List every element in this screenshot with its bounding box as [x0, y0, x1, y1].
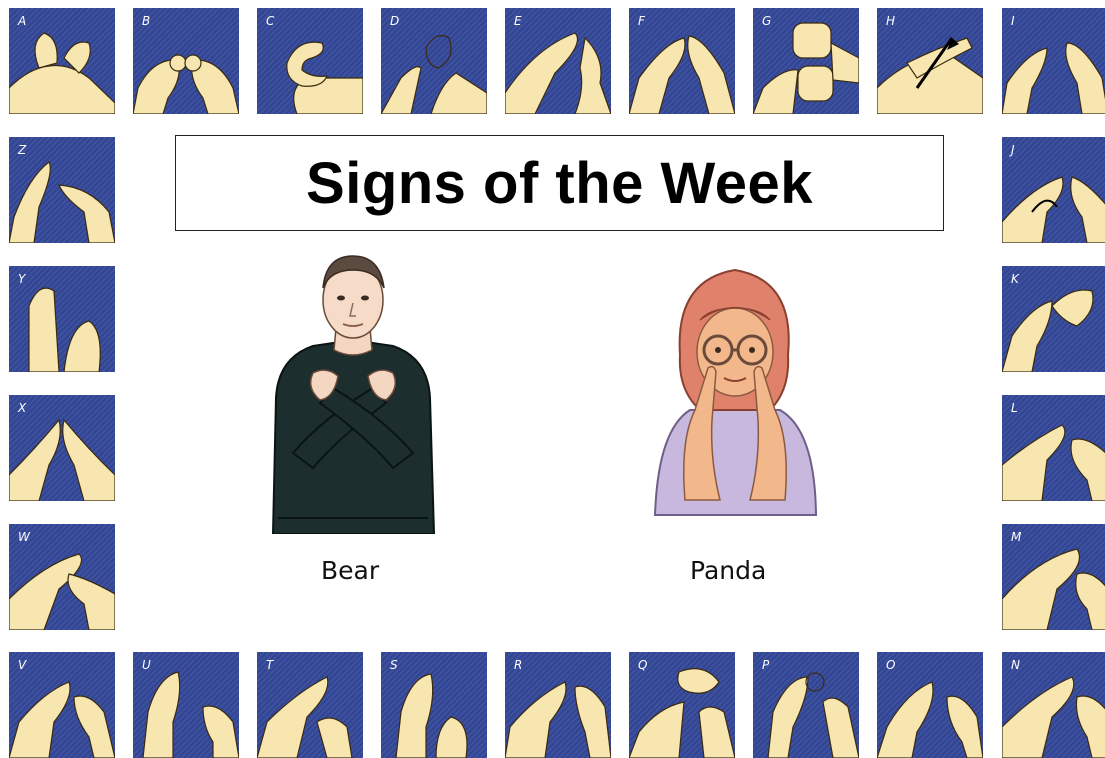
fingerspelling-tile-q: [629, 652, 735, 758]
fingerspelling-tile-p: [753, 652, 859, 758]
fingerspelling-tile-v: [9, 652, 115, 758]
fingerspelling-tile-j: [1002, 137, 1105, 243]
tile-letter: K: [1011, 272, 1019, 286]
fingerspelling-tile-u: [133, 652, 239, 758]
tile-letter: H: [886, 14, 896, 28]
fingerspelling-tile-i: [1002, 8, 1105, 114]
tile-letter: B: [142, 14, 151, 28]
fingerspelling-tile-k: [1002, 266, 1105, 372]
fingerspelling-tile-e: [505, 8, 611, 114]
panda-sign-illustration: [650, 260, 820, 518]
fingerspelling-tile-t: [257, 652, 363, 758]
tile-letter: Q: [638, 658, 648, 672]
fingerspelling-tile-y: [9, 266, 115, 372]
hand-sign-icon: [1002, 8, 1105, 114]
tile-letter: N: [1011, 658, 1020, 672]
tile-letter: X: [18, 401, 27, 415]
fingerspelling-tile-o: [877, 652, 983, 758]
tile-letter: I: [1011, 14, 1015, 28]
fingerspelling-tile-g: [753, 8, 859, 114]
fingerspelling-tile-m: [1002, 524, 1105, 630]
fingerspelling-tile-r: [505, 652, 611, 758]
tile-letter: Y: [18, 272, 26, 286]
fingerspelling-tile-n: [1002, 652, 1105, 758]
fingerspelling-tile-a: [9, 8, 115, 114]
fingerspelling-tile-h: [877, 8, 983, 114]
tile-letter: Z: [18, 143, 27, 157]
fingerspelling-tile-b: [133, 8, 239, 114]
fingerspelling-tile-z: [9, 137, 115, 243]
tile-letter: S: [390, 658, 398, 672]
tile-letter: C: [266, 14, 275, 28]
fingerspelling-tile-s: [381, 652, 487, 758]
fingerspelling-tile-f: [629, 8, 735, 114]
tile-letter: M: [1011, 530, 1022, 544]
tile-letter: F: [638, 14, 645, 28]
tile-letter: W: [18, 530, 30, 544]
title-box: [175, 135, 944, 231]
tile-letter: P: [762, 658, 770, 672]
tile-letter: T: [266, 658, 274, 672]
tile-letter: E: [514, 14, 522, 28]
fingerspelling-tile-d: [381, 8, 487, 114]
bear-sign-illustration: [268, 248, 438, 534]
tile-letter: L: [1011, 401, 1018, 415]
fingerspelling-tile-l: [1002, 395, 1105, 501]
tile-letter: U: [142, 658, 151, 672]
tile-letter: O: [886, 658, 896, 672]
tile-letter: D: [390, 14, 400, 28]
tile-letter: A: [18, 14, 27, 28]
tile-letter: G: [762, 14, 772, 28]
tile-letter: J: [1011, 143, 1015, 157]
page-title: Signs of the Week: [306, 150, 813, 216]
tile-letter: R: [514, 658, 523, 672]
fingerspelling-tile-c: [257, 8, 363, 114]
tile-letter: V: [18, 658, 27, 672]
fingerspelling-tile-x: [9, 395, 115, 501]
fingerspelling-tile-w: [9, 524, 115, 630]
sign-caption-panda: Panda: [690, 556, 767, 585]
sign-caption-bear: Bear: [321, 556, 380, 585]
hand-sign-icon: [1002, 137, 1105, 243]
